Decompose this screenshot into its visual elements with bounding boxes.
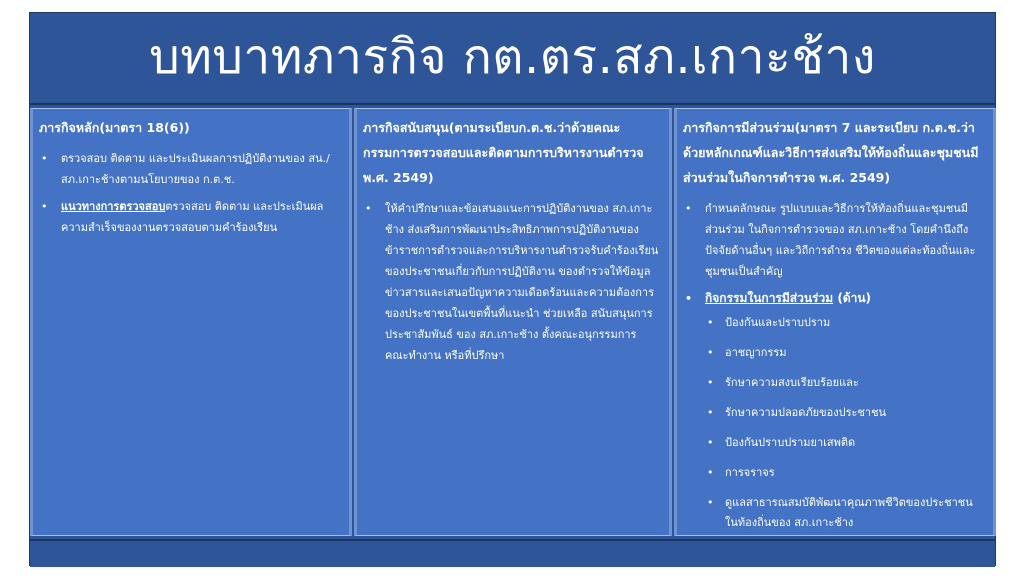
bullet-icon: •	[365, 202, 372, 215]
bullet-icon: •	[707, 436, 714, 449]
panel-support-mission	[354, 108, 672, 536]
list-item	[683, 198, 983, 282]
bullet-list	[363, 198, 659, 366]
item-text: ตรวจสอบ ติดตาม และประเมินผลการปฏิบัติงานของ สน./สภ.เกาะช้างตามนโยบายของ ก.ต.ช.	[61, 152, 330, 186]
bullet-list	[39, 148, 339, 238]
bullet-icon: •	[707, 406, 714, 419]
slide-title: บทบาทภารกิจ กต.ตร.สภ.เกาะช้าง	[149, 29, 876, 85]
list-item	[39, 196, 339, 238]
panel-participation-mission	[674, 108, 996, 536]
activity-item	[705, 313, 983, 333]
bullet-icon: •	[685, 292, 693, 305]
activity-item	[705, 403, 983, 423]
activities-list	[705, 313, 983, 533]
item-text: ให้คำปรึกษาและข้อเสนอแนะการปฏิบัติงานของ สภ.เกาะช้าง ส่งเสริมการพัฒนาประสิทธิภาพการปฏิบัติงานของข้าราชการตำรวจและการบริหารงานตำรวจรับคำร้องเรียนของประชาชนเกี่ยวกับการปฏิบัติงาน ของตำรวจให้ข้อมูลข่าวสารและเสนอปัญหาความเดือดร้อนและความต้องการของประชาชนในเขตพื้นที่แนะนำ ช่วยเหลือ สนับสนุนการประชาสัมพันธ์ ของ สภ.เกาะช้าง ตั้งคณะอนุกรรมการคณะทำงาน หรือที่ปรึกษา	[385, 202, 659, 362]
activity-text: รักษาความปลอดภัยของประชาชน	[725, 406, 887, 419]
activity-item	[705, 433, 983, 453]
bullet-icon: •	[41, 200, 48, 213]
bullet-icon: •	[707, 466, 714, 479]
slide	[29, 12, 996, 566]
activity-text: การจราจร	[725, 466, 775, 479]
activities-suffix: (ด้าน)	[833, 291, 872, 305]
activity-item	[705, 493, 983, 533]
bullet-icon: •	[707, 496, 714, 509]
item-text: ตรวจสอบ ติดตาม และประเมินผลความสำเร็จของงานตรวจสอบตามคำร้องเรียน	[61, 200, 324, 234]
panel-heading: ภารกิจหลัก(มาตรา 18(6))	[39, 120, 190, 135]
activity-item	[705, 343, 983, 363]
bullet-list	[683, 198, 983, 533]
activity-item	[705, 463, 983, 483]
panel-main-mission	[30, 108, 352, 536]
bullet-icon: •	[685, 202, 692, 215]
bullet-icon: •	[707, 376, 714, 389]
bullet-icon: •	[41, 152, 48, 165]
bullet-icon: •	[707, 346, 714, 359]
activity-text: ป้องกันและปราบปราม	[725, 316, 831, 329]
item-text: กำหนดลักษณะ รูปแบบและวิธีการให้ท้องถิ่นและชุมชนมีส่วนร่วม ในกิจการตำรวจของ สภ.เกาะช้าง โดยคำนึงถึงปัจจัยด้านอื่นๆ และวิถีการดำรง ชีวิตของแต่ละท้องถิ่นและชุมชนเป็นสำคัญ	[705, 202, 976, 278]
activity-text: อาชญากรรม	[725, 346, 787, 359]
activity-text: ป้องกันปราบปรามยาเสพติด	[725, 436, 856, 449]
list-item	[363, 198, 659, 366]
activity-text: รักษาความสงบเรียบร้อยและ	[725, 376, 859, 389]
bullet-icon: •	[707, 316, 714, 329]
list-item-activities	[683, 288, 983, 533]
footer-bar	[30, 539, 995, 567]
panel-heading: ภารกิจสนับสนุน(ตามระเบียบก.ต.ช.ว่าด้วยคณะกรรมการตรวจสอบและติดตามการบริหารงานตำรวจ พ.ศ. 2549)	[363, 120, 644, 185]
activities-label: กิจกรรมในการมีส่วนร่วม	[705, 291, 834, 305]
title-divider	[30, 103, 995, 105]
activity-item	[705, 373, 983, 393]
item-underlined-label: แนวทางการตรวจสอบ	[61, 200, 166, 213]
panel-heading: ภารกิจการมีส่วนร่วม(มาตรา 7 และระเบียบ ก.ต.ช.ว่าด้วยหลักเกณฑ์และวิธีการส่งเสริมให้ท้องถิ่นและชุมชนมีส่วนร่วมในกิจการตำรวจ พ.ศ. 2549)	[683, 120, 979, 185]
list-item	[39, 148, 339, 190]
activity-text: ดูแลสาธารณสมบัติพัฒนาคุณภาพชีวิตของประชาชนในท้องถิ่นของ สภ.เกาะช้าง	[725, 496, 973, 529]
